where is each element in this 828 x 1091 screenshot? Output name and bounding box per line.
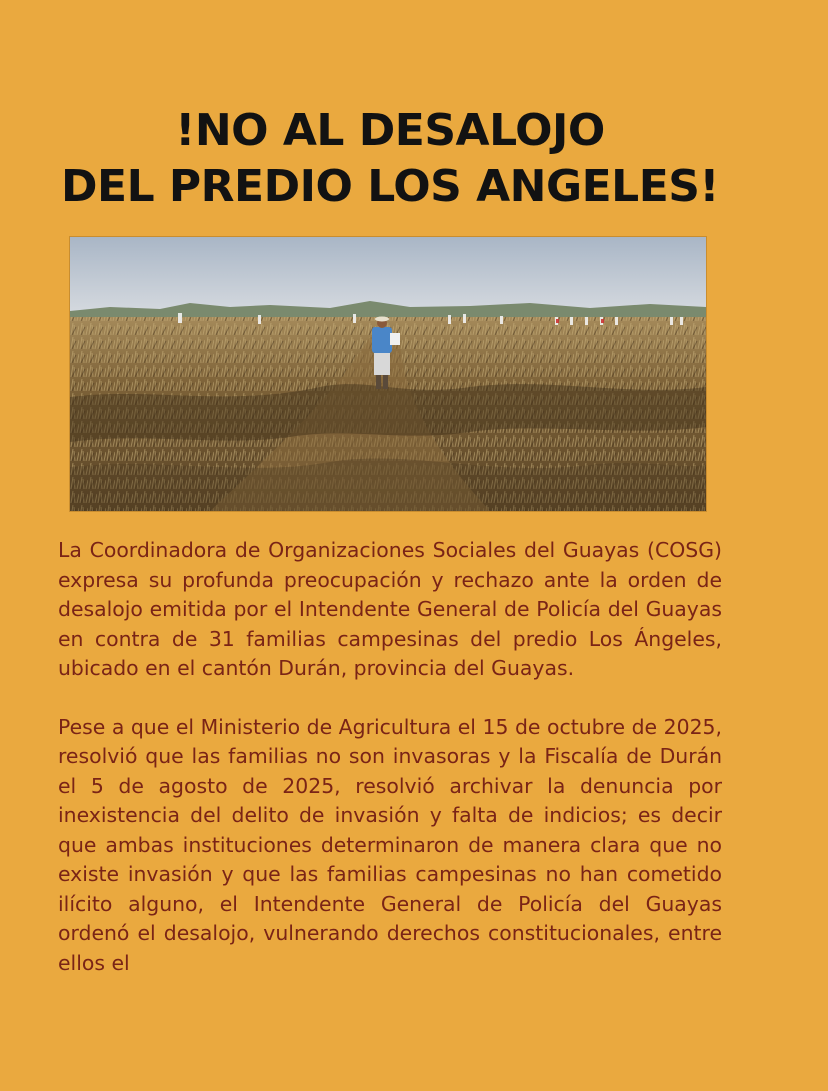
poster-title — [0, 103, 780, 215]
field-photo-illustration — [70, 237, 706, 511]
field-photo — [69, 236, 707, 512]
statement-paragraph-2: Pese a que el Ministerio de Agricultura el 15 de octubre de 2025, resolvió que las familias no son invasoras y la Fiscalía de Durán el 5 de agosto de 2025, resolvió archivar la denuncia por inexistencia del delito de invasión y falta de indicios; es decir que ambas instituciones determinaron de manera clara que no existe invasión y que las familias campesinas no han cometido ilícito alguno, el Intendente General de Policía del Guayas ordenó el desalojo, vulnerando derechos constitucionales, entre ellos el — [58, 714, 722, 975]
statement-paragraph-1: La Coordinadora de Organizaciones Sociales del Guayas (COSG) expresa su profunda preocupación y rechazo ante la orden de desalojo emitida por el Intendente General de Policía del Guayas en contra de 31 familias campesinas del predio Los Ángeles, ubicado en el cantón Durán, provincia del Guayas. — [58, 538, 722, 680]
poster-title-line-2: DEL PREDIO LOS ANGELES! — [60, 161, 720, 213]
poster-title-line-1: !NO AL DESALOJO — [175, 105, 605, 157]
statement-body — [58, 536, 722, 978]
